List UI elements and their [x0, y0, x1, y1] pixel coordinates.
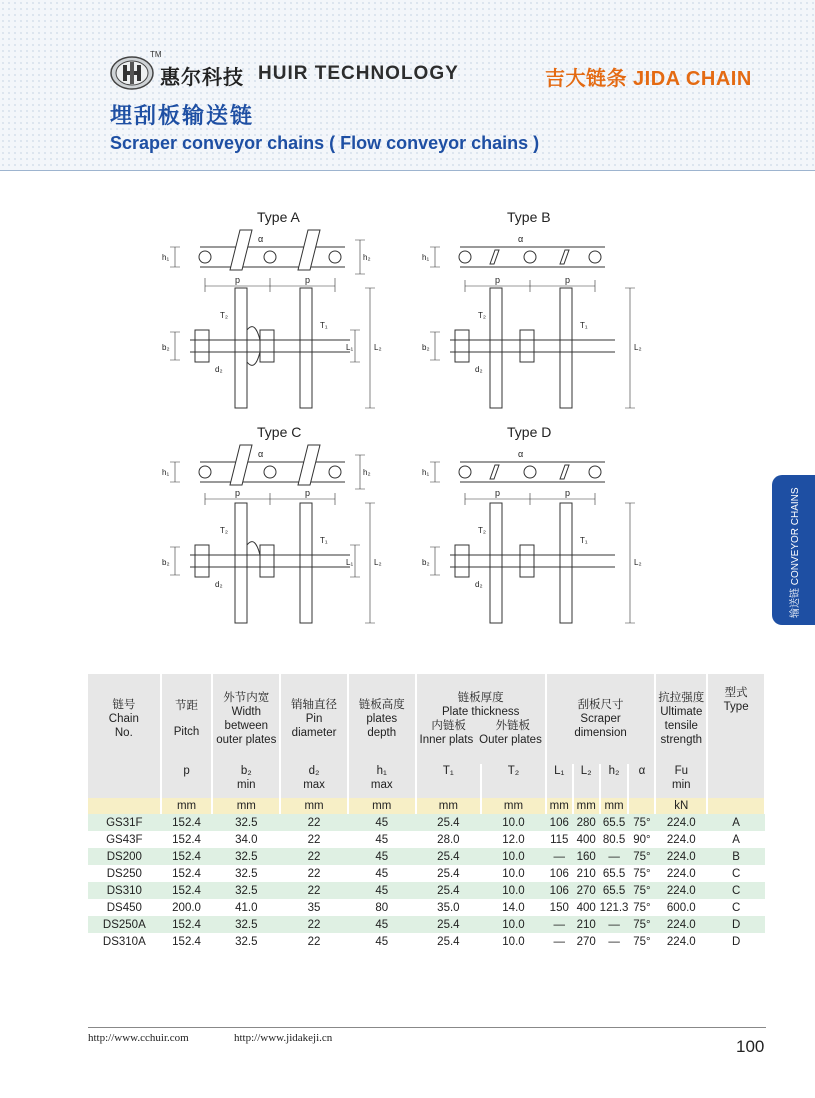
- spec-table: [88, 674, 766, 950]
- t1-label-b: T₁: [580, 321, 588, 330]
- l2-label-b: L₂: [634, 343, 642, 352]
- cell-p: 152.4: [161, 882, 213, 899]
- trademark: TM: [150, 50, 162, 59]
- cell-l2: 270: [576, 935, 596, 948]
- pitch-label-b: p: [495, 275, 501, 285]
- cell-b2: 34.0: [235, 833, 258, 846]
- jida-chain-brand: 吉大链条 JIDA CHAIN: [545, 68, 752, 90]
- cell-t2: 10.0: [481, 814, 546, 831]
- t1-label-d: T₁: [580, 536, 588, 545]
- table-row: [88, 933, 765, 950]
- table-row: [88, 882, 765, 899]
- brand-name-en: HUIR TECHNOLOGY: [258, 63, 459, 84]
- cell-t1: 35.0: [437, 901, 460, 914]
- cell-t2: 14.0: [502, 901, 525, 914]
- cell-l1: —: [546, 916, 573, 933]
- pitch-label-d2: p: [565, 488, 571, 498]
- th-tensile-strength: 抗拉强度 Ultimate tensile strength: [655, 674, 707, 764]
- h2-label-a: h₂: [363, 253, 371, 262]
- cell-type: C: [731, 867, 741, 880]
- cell-l1: 106: [549, 867, 569, 880]
- cell-b2: 32.5: [235, 867, 258, 880]
- cell-t1: 25.4: [416, 848, 482, 865]
- cell-p: 152.4: [161, 848, 213, 865]
- l2-label-d: L₂: [634, 558, 642, 567]
- cell-fu: 224.0: [666, 833, 696, 846]
- cell-t2: 10.0: [481, 916, 546, 933]
- cell-l1: 150: [549, 901, 569, 914]
- cell-a: 75°: [633, 935, 651, 948]
- pitch-label-b2: p: [565, 275, 571, 285]
- h1-label-a: h₁: [162, 253, 170, 262]
- cell-p: 152.4: [172, 935, 201, 948]
- th-width: 外节内宽 Width between outer plates: [212, 674, 280, 764]
- cell-d2: 22: [280, 848, 348, 865]
- cell-no: DS310A: [102, 935, 146, 948]
- cell-t2: 10.0: [481, 882, 546, 899]
- cell-l2: 400: [576, 833, 596, 846]
- alpha-label-a: α: [258, 234, 264, 244]
- cell-t2: 12.0: [502, 833, 525, 846]
- chain-type-diagrams: [160, 200, 660, 640]
- page-number: 100: [736, 1037, 765, 1056]
- pitch-label-a: p: [235, 275, 241, 285]
- cell-l2: 280: [573, 814, 600, 831]
- cell-d2: 22: [307, 935, 321, 948]
- cell-l2: 210: [576, 867, 596, 880]
- th-plate-depth: 链板高度 plates depth: [348, 674, 416, 764]
- cell-h1: 45: [348, 916, 416, 933]
- cell-no: DS250A: [88, 916, 161, 933]
- header-row: [88, 674, 765, 764]
- cell-a: 75°: [633, 867, 651, 880]
- th-chain-no: 链号 Chain No.: [88, 674, 161, 764]
- cell-fu: 224.0: [666, 867, 696, 880]
- cell-b2: 32.5: [212, 882, 280, 899]
- cell-t2: 10.0: [502, 935, 525, 948]
- cell-h1: 80: [375, 901, 389, 914]
- th-pin-diameter: 销轴直径 Pin diameter: [280, 674, 348, 764]
- type-a-label: Type A: [257, 209, 300, 225]
- t2-label-a: T₂: [220, 311, 228, 320]
- huir-logo: [110, 56, 154, 90]
- symbol-row: p b₂ min d₂ max h₁ max T₁ T₂ L₁ L₂ h₂ α Fu min: [88, 764, 765, 798]
- cell-l2: 270: [573, 882, 600, 899]
- cell-h2: 121.3: [599, 901, 629, 914]
- cell-l1: 115: [550, 833, 569, 846]
- table-row: [88, 831, 765, 848]
- cell-h1: 45: [348, 848, 416, 865]
- th-type: 型式 Type: [707, 674, 765, 764]
- cell-t1: 25.4: [437, 935, 460, 948]
- alpha-label-b: α: [518, 234, 524, 244]
- type-c-label: Type C: [257, 424, 302, 440]
- cell-type: A: [707, 814, 765, 831]
- d2-label-d: d₂: [475, 580, 483, 589]
- cell-p: 152.4: [172, 867, 201, 880]
- h1-label-b: h₁: [422, 253, 430, 262]
- pitch-label-c: p: [235, 488, 241, 498]
- cell-a: 90°: [633, 833, 651, 846]
- section-side-tab: [772, 475, 815, 625]
- cell-h2: —: [600, 916, 629, 933]
- b2-label-d: b₂: [422, 558, 430, 567]
- b2-label-c: b₂: [162, 558, 170, 567]
- h1-label-c: h₁: [162, 468, 170, 477]
- th-plate-thickness: 链板厚度 Plate thickness 内链板 外链板 Inner plats Outer plates: [416, 674, 546, 764]
- cell-type: C: [707, 882, 765, 899]
- b2-label-b: b₂: [422, 343, 430, 352]
- cell-no: DS310: [88, 882, 161, 899]
- type-a-drawing: [170, 230, 375, 408]
- cell-a: 75°: [628, 916, 655, 933]
- cell-type: D: [731, 935, 741, 948]
- cell-d2: 22: [280, 916, 348, 933]
- type-c-drawing: [170, 445, 375, 623]
- cell-l2: 210: [573, 916, 600, 933]
- cell-l1: —: [553, 935, 566, 948]
- cell-h1: 45: [348, 882, 416, 899]
- l1-label-c: L₁: [346, 558, 354, 567]
- footer-url-jidakeji[interactable]: http://www.jidakeji.cn: [234, 1032, 333, 1044]
- cell-t2: 10.0: [481, 848, 546, 865]
- pitch-label-d: p: [495, 488, 501, 498]
- cell-b2: 32.5: [212, 848, 280, 865]
- cell-p: 152.4: [161, 814, 213, 831]
- cell-h1: 45: [375, 833, 389, 846]
- cell-h1: 45: [348, 814, 416, 831]
- cell-a: 75°: [628, 848, 655, 865]
- l1-label-a: L₁: [346, 343, 354, 352]
- cell-t1: 25.4: [416, 882, 482, 899]
- footer-url-cchuir[interactable]: http://www.cchuir.com: [88, 1032, 189, 1044]
- cell-l1: —: [546, 848, 573, 865]
- footer-divider: [88, 1027, 766, 1028]
- b2-label-a: b₂: [162, 343, 170, 352]
- cell-type: A: [732, 833, 740, 846]
- cell-h1: 45: [375, 867, 389, 880]
- cell-fu: 224.0: [666, 935, 696, 948]
- pitch-label-c2: p: [305, 488, 311, 498]
- brand-name-cn: 惠尔科技: [160, 67, 244, 89]
- cell-fu: 600.0: [666, 901, 696, 914]
- t2-label-b: T₂: [478, 311, 486, 320]
- h1-label-d: h₁: [422, 468, 430, 477]
- cell-l1: 106: [546, 882, 573, 899]
- t2-label-c: T₂: [220, 526, 228, 535]
- cell-h2: 65.5: [600, 882, 629, 899]
- cell-fu: 224.0: [655, 848, 707, 865]
- cell-a: 75°: [628, 814, 655, 831]
- t2-label-d: T₂: [478, 526, 486, 535]
- cell-type: D: [707, 916, 765, 933]
- d2-label-c: d₂: [215, 580, 223, 589]
- side-tab-label: 输送链 CONVEYOR CHAINS: [790, 487, 801, 618]
- cell-a: 75°: [633, 901, 651, 914]
- alpha-label-d: α: [518, 449, 524, 459]
- d2-label-a: d₂: [215, 365, 223, 374]
- cell-l2: 400: [576, 901, 596, 914]
- cell-no: GS43F: [106, 833, 143, 846]
- cell-h2: 80.5: [602, 833, 626, 846]
- type-b-label: Type B: [507, 209, 551, 225]
- cell-t2: 10.0: [502, 867, 525, 880]
- cell-d2: 22: [307, 867, 321, 880]
- header-divider: [0, 170, 815, 171]
- cell-p: 152.4: [161, 916, 213, 933]
- table-row: [88, 814, 765, 831]
- cell-h2: 65.5: [600, 814, 629, 831]
- cell-t1: 25.4: [416, 916, 482, 933]
- cell-b2: 32.5: [212, 916, 280, 933]
- cell-type: B: [707, 848, 765, 865]
- cell-h2: —: [608, 935, 620, 948]
- table-body: [88, 814, 765, 950]
- page-title-en: Scraper conveyor chains ( Flow conveyor chains ): [110, 133, 540, 153]
- cell-fu: 224.0: [655, 814, 707, 831]
- cell-a: 75°: [628, 882, 655, 899]
- cell-b2: 32.5: [212, 814, 280, 831]
- pitch-label-a2: p: [305, 275, 311, 285]
- th-scraper-dimension: 刮板尺寸 Scraper dimension: [546, 674, 656, 764]
- cell-d2: 22: [280, 814, 348, 831]
- cell-h1: 45: [375, 935, 389, 948]
- cell-b2: 41.0: [235, 901, 258, 914]
- cell-p: 152.4: [172, 833, 201, 846]
- cell-h2: 65.5: [602, 867, 626, 880]
- table-row: [88, 916, 765, 933]
- cell-no: DS250: [106, 867, 142, 880]
- table-row: [88, 865, 765, 882]
- cell-d2: 22: [280, 882, 348, 899]
- alpha-label-c: α: [258, 449, 264, 459]
- type-d-label: Type D: [507, 424, 552, 440]
- l2-label-a: L₂: [374, 343, 382, 352]
- table-row: [88, 848, 765, 865]
- cell-t1: 25.4: [437, 867, 460, 880]
- cell-p: 200.0: [172, 901, 201, 914]
- type-d-drawing: [430, 462, 635, 623]
- l2-label-c: L₂: [374, 558, 382, 567]
- cell-h2: —: [600, 848, 629, 865]
- cell-fu: 224.0: [655, 916, 707, 933]
- cell-l2: 160: [573, 848, 600, 865]
- cell-no: DS450: [106, 901, 142, 914]
- cell-d2: 35: [307, 901, 321, 914]
- cell-fu: 224.0: [655, 882, 707, 899]
- cell-t1: 25.4: [416, 814, 482, 831]
- cell-l1: 106: [546, 814, 573, 831]
- table-row: [88, 899, 765, 916]
- cell-type: C: [731, 901, 741, 914]
- type-b-drawing: [430, 247, 635, 408]
- cell-no: DS200: [88, 848, 161, 865]
- cell-d2: 22: [307, 833, 321, 846]
- th-pitch: 节距 Pitch: [161, 674, 213, 764]
- d2-label-b: d₂: [475, 365, 483, 374]
- h2-label-c: h₂: [363, 468, 371, 477]
- unit-row: mm mm mm mm mm mm mm mm mm kN: [88, 798, 765, 814]
- t1-label-c: T₁: [320, 536, 328, 545]
- cell-b2: 32.5: [235, 935, 258, 948]
- page-title-cn: 埋刮板输送链: [110, 103, 255, 128]
- cell-t1: 28.0: [437, 833, 460, 846]
- cell-no: GS31F: [88, 814, 161, 831]
- t1-label-a: T₁: [320, 321, 328, 330]
